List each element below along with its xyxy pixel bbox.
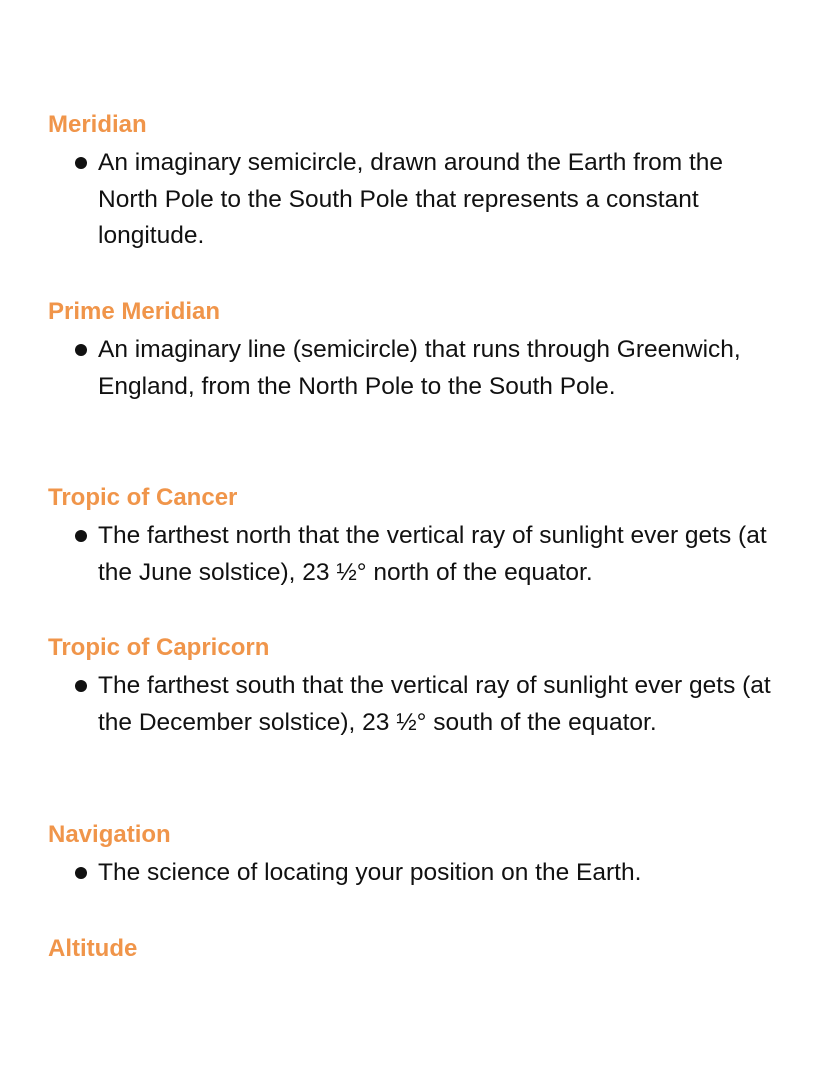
definition-list — [48, 145, 788, 255]
glossary-entry-tropic-of-cancer — [48, 483, 788, 591]
definition-list — [48, 855, 788, 892]
definition-text: An imaginary line (semicircle) that runs through Greenwich, England, from the North Pole to the South Pole. — [98, 336, 741, 400]
term-heading: Tropic of Cancer — [48, 484, 238, 511]
term-heading: Navigation — [48, 821, 171, 848]
definition-item — [48, 668, 788, 741]
definition-item — [48, 332, 788, 405]
bullet-icon — [75, 157, 87, 169]
definition-item — [48, 145, 788, 255]
bullet-icon — [75, 344, 87, 356]
bullet-icon — [75, 867, 87, 879]
glossary-entry-tropic-of-capricorn — [48, 633, 788, 741]
definition-text: The science of locating your position on the Earth. — [98, 859, 642, 886]
glossary-entry-meridian — [48, 110, 788, 255]
definition-text: The farthest south that the vertical ray of sunlight ever gets (at the December solstice), 23 ½° south of the equator. — [98, 672, 771, 736]
term-heading: Altitude — [48, 935, 138, 962]
term-heading: Tropic of Capricorn — [48, 634, 270, 661]
term-heading: Prime Meridian — [48, 298, 221, 325]
glossary-entry-altitude — [48, 934, 788, 964]
definition-item — [48, 855, 788, 892]
glossary-entry-navigation — [48, 820, 788, 892]
definition-list — [48, 518, 788, 591]
definition-item — [48, 518, 788, 591]
definition-text: The farthest north that the vertical ray of sunlight ever gets (at the June solstice), 23 ½° north of the equator. — [98, 522, 767, 586]
bullet-icon — [75, 680, 87, 692]
bullet-icon — [75, 530, 87, 542]
definition-text: An imaginary semicircle, drawn around the Earth from the North Pole to the South Pole that represents a constant longitude. — [98, 149, 724, 249]
definition-list — [48, 332, 788, 405]
term-heading: Meridian — [48, 111, 147, 138]
glossary-entry-prime-meridian — [48, 297, 788, 405]
definition-list — [48, 668, 788, 741]
